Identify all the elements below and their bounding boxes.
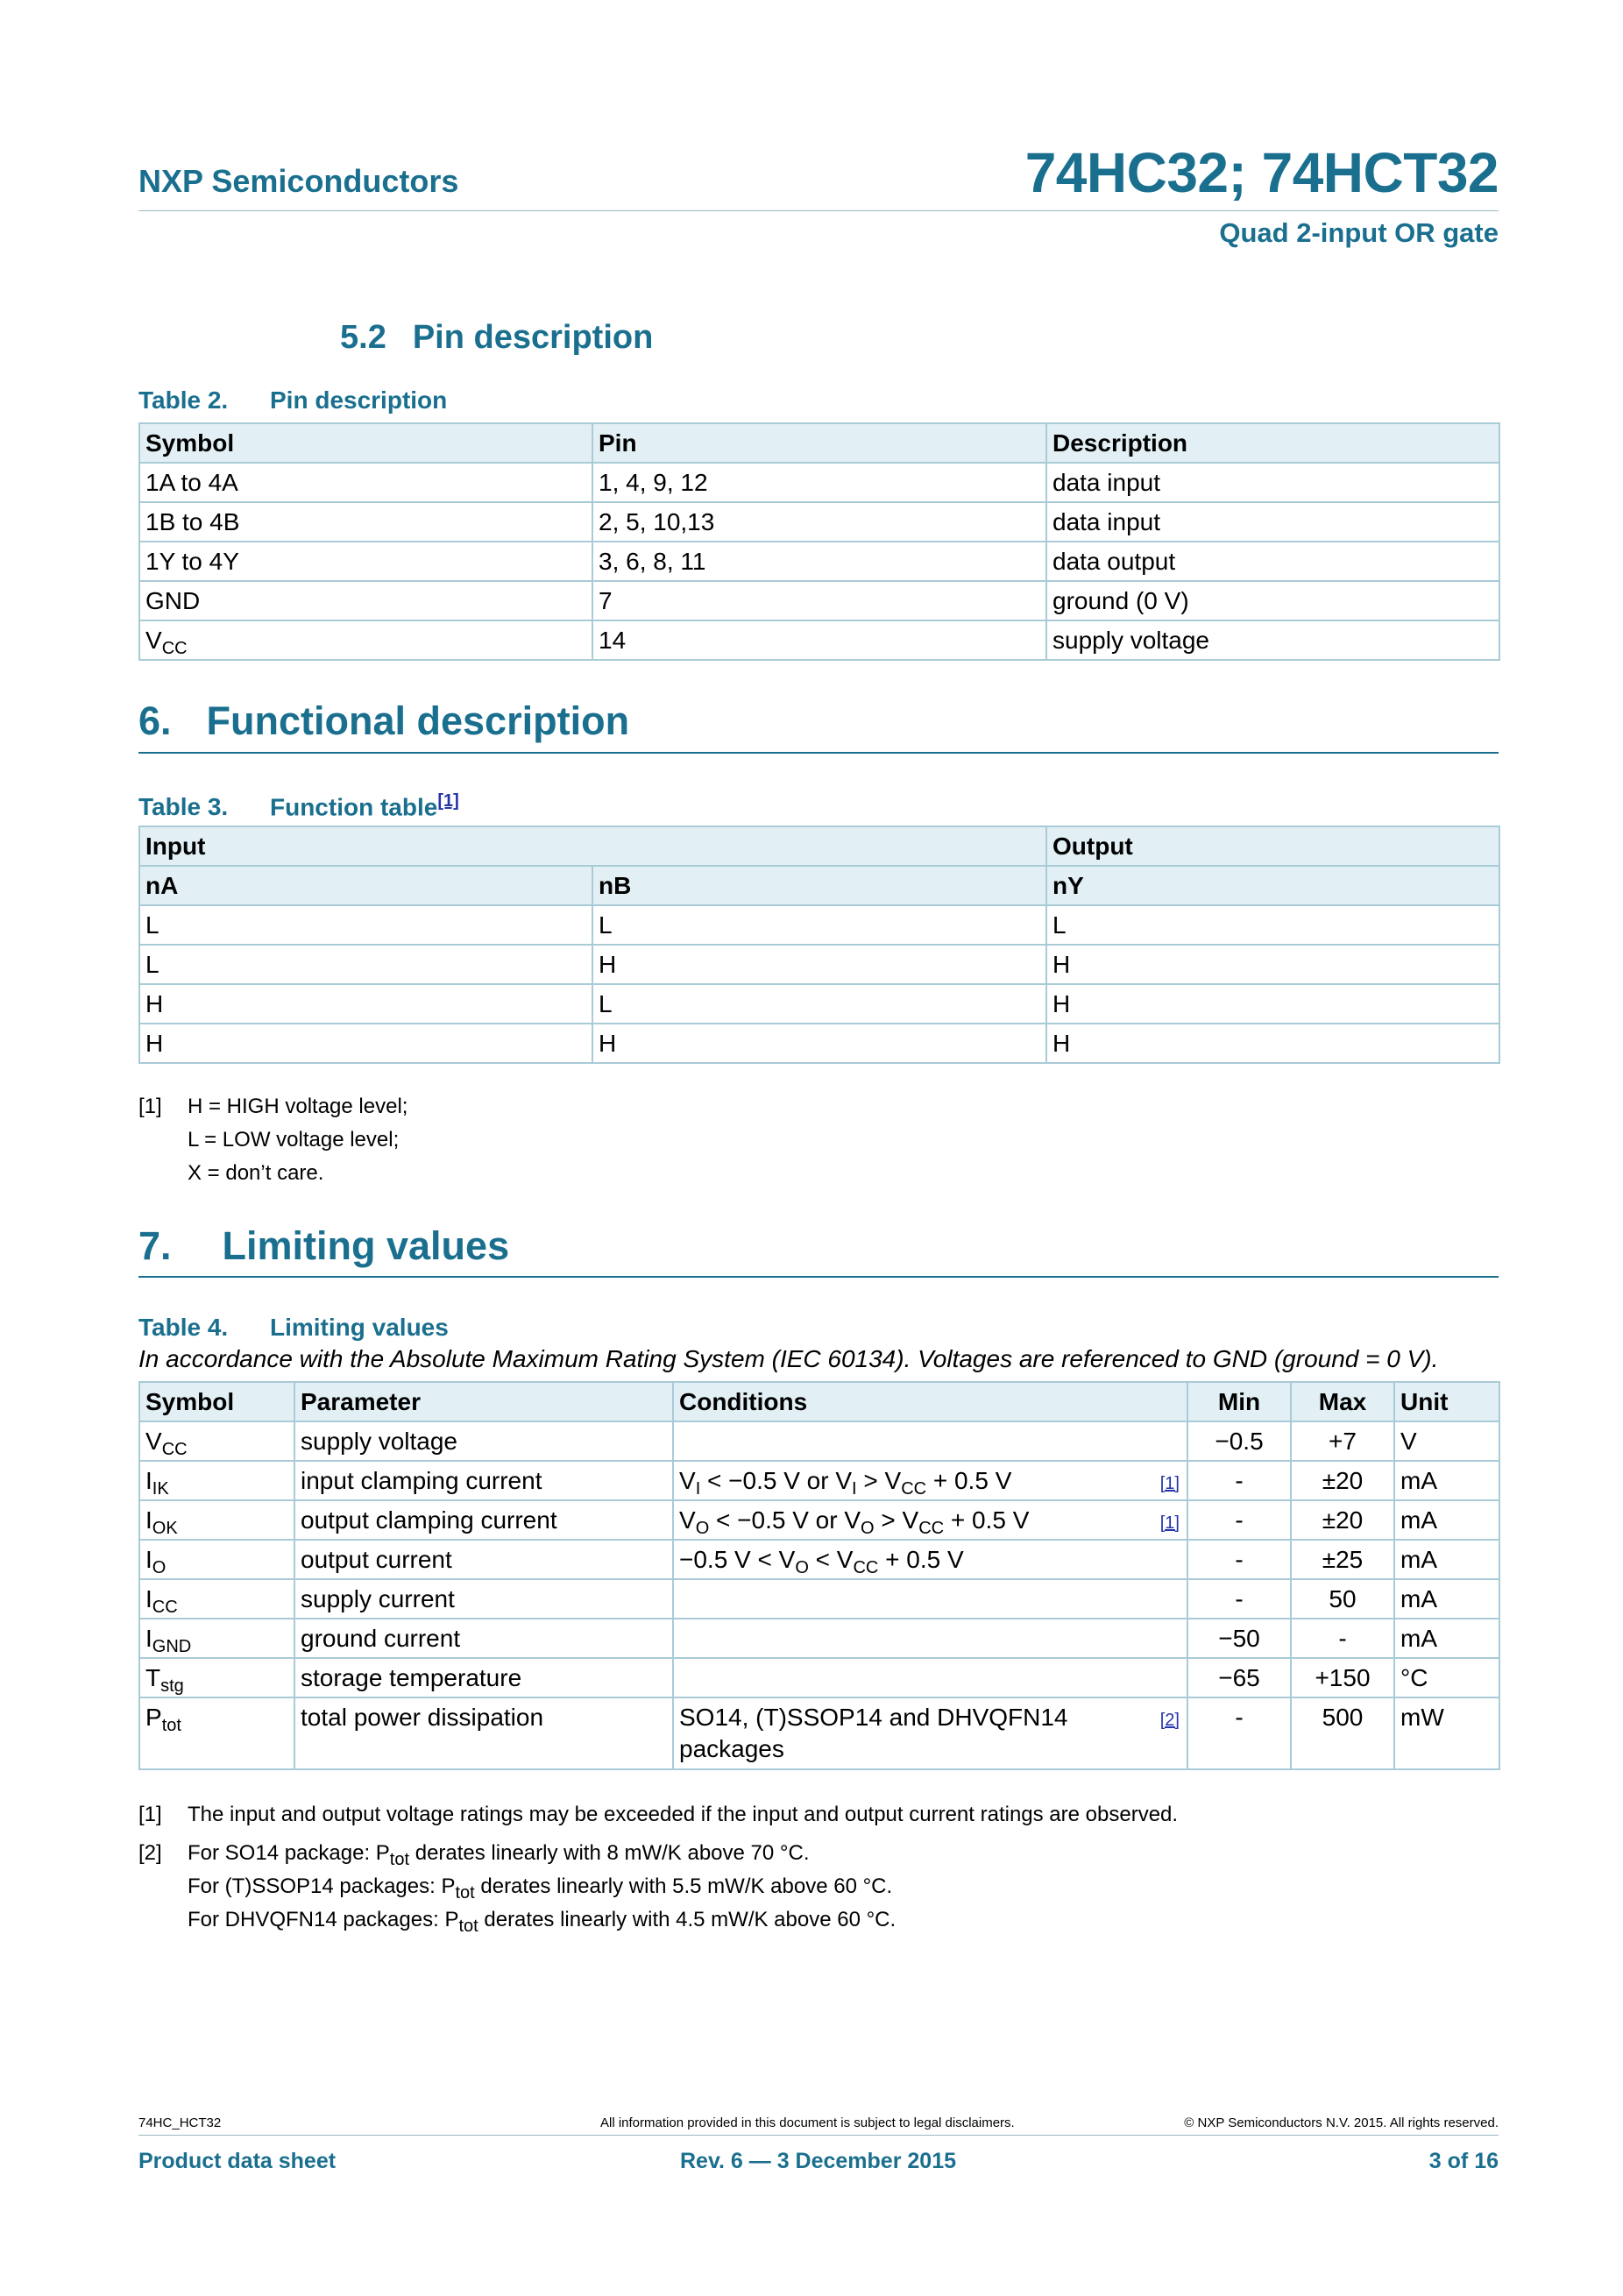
footer-copyright: © NXP Semiconductors N.V. 2015. All rights reserved. — [1184, 2115, 1499, 2130]
conditions-cell: $V_O < -0.5$ V or $V_O > V_{CC} + 0.5$ V [1] — [673, 1500, 1187, 1540]
footer-disclaimer: All information provided in this document is subject to legal disclaimers. — [600, 2115, 1015, 2130]
unit-cell: mA — [1394, 1619, 1499, 1658]
conditions-cell: −0.5 $V < V_O < V_{CC} + 0.5$ V — [673, 1540, 1187, 1579]
footnote-text: H = HIGH voltage level; — [188, 1095, 408, 1118]
conditions-cell — [673, 1658, 1187, 1697]
max-cell: 500 — [1291, 1697, 1394, 1769]
table-row — [139, 1421, 1499, 1461]
section-number: 7. — [138, 1223, 172, 1268]
table-cell: data input — [1046, 502, 1499, 542]
unit-cell: V — [1394, 1421, 1499, 1461]
table-cell: H — [1046, 945, 1499, 984]
column-header: Pin — [592, 423, 1046, 463]
table-cell: 3, 6, 8, 11 — [592, 542, 1046, 581]
footnote-link[interactable]: [2] — [1159, 1711, 1180, 1730]
parameter-cell: supply current — [294, 1579, 673, 1619]
table-caption — [138, 788, 459, 821]
table-cell: H — [139, 1024, 592, 1063]
min-cell: - — [1187, 1540, 1291, 1579]
footnote-link[interactable]: [1] — [1159, 1474, 1180, 1493]
unit-cell: mA — [1394, 1540, 1499, 1579]
parameter-cell: output clamping current — [294, 1500, 673, 1540]
footnote-line: For (T)SSOP14 packages: $P_{tot}$ derates linearly with 5.5 mW/K above 60 °C. — [188, 1874, 893, 1903]
symbol-cell: $I_{OK}$ — [139, 1500, 294, 1540]
max-cell: 50 — [1291, 1579, 1394, 1619]
max-cell: +150 — [1291, 1658, 1394, 1697]
table-cell: H — [592, 1024, 1046, 1063]
table-title: Limiting values — [270, 1314, 449, 1341]
table-row — [139, 1697, 1499, 1769]
conditions-cell — [673, 1579, 1187, 1619]
table-cell: L — [592, 984, 1046, 1024]
table-cell: L — [139, 945, 592, 984]
table-footnotes — [138, 1798, 1178, 1937]
symbol-cell: $I_{CC}$ — [139, 1579, 294, 1619]
parameter-cell: supply voltage — [294, 1421, 673, 1461]
max-cell: ±20 — [1291, 1500, 1394, 1540]
footnote-link[interactable]: [1] — [437, 791, 459, 811]
conditions-cell — [673, 1421, 1187, 1461]
footnote — [138, 1798, 1178, 1832]
column-header: Unit — [1394, 1382, 1499, 1421]
table-cell: H — [1046, 984, 1499, 1024]
table-cell: GND — [139, 581, 592, 620]
unit-cell: °C — [1394, 1658, 1499, 1697]
footer-document-id: 74HC_HCT32 — [138, 2115, 222, 2130]
table-cell: supply voltage — [1046, 620, 1499, 660]
parameter-cell: input clamping current — [294, 1461, 673, 1500]
limiting-values-table — [138, 1381, 1500, 1770]
table-row — [139, 620, 1499, 660]
table-title: Pin description — [270, 386, 448, 414]
table-cell: L — [139, 905, 592, 945]
table-label: Table 4. — [138, 1314, 229, 1341]
table-caption — [138, 1314, 449, 1342]
table-label: Table 2. — [138, 386, 229, 414]
unit-cell: mA — [1394, 1461, 1499, 1500]
table-cell: L — [592, 905, 1046, 945]
parameter-cell: storage temperature — [294, 1658, 673, 1697]
table-label: Table 3. — [138, 793, 229, 821]
table-row — [139, 502, 1499, 542]
column-header: Parameter — [294, 1382, 673, 1421]
function-table — [138, 826, 1500, 1064]
table-cell: ground (0 V) — [1046, 581, 1499, 620]
table-cell: 1Y to 4Y — [139, 542, 592, 581]
table-row — [139, 463, 1499, 502]
footnote-text: L = LOW voltage level; — [188, 1128, 400, 1152]
document-title: 74HC32; 74HCT32 — [1024, 141, 1499, 204]
table-group-header-row — [139, 826, 1499, 866]
parameter-cell: ground current — [294, 1619, 673, 1658]
table-row — [139, 1500, 1499, 1540]
unit-cell: mW — [1394, 1697, 1499, 1769]
table-row — [139, 1540, 1499, 1579]
column-header: Max — [1291, 1382, 1394, 1421]
conditions-cell: $V_I < -0.5$ V or $V_I > V_{CC} + 0.5$ V [1] — [673, 1461, 1187, 1500]
column-header: Min — [1187, 1382, 1291, 1421]
table-cell: 2, 5, 10,13 — [592, 502, 1046, 542]
column-header: Description — [1046, 423, 1499, 463]
footer-revision: Rev. 6 — 3 December 2015 — [680, 2149, 957, 2173]
unit-cell: mA — [1394, 1500, 1499, 1540]
unit-cell: mA — [1394, 1579, 1499, 1619]
column-header: Symbol — [139, 423, 592, 463]
min-cell: −65 — [1187, 1658, 1291, 1697]
column-header: Conditions — [673, 1382, 1187, 1421]
table-footnote — [138, 1090, 408, 1190]
table-cell: 1, 4, 9, 12 — [592, 463, 1046, 502]
section-divider — [138, 752, 1499, 754]
footer-document-type: Product data sheet — [138, 2149, 337, 2173]
footnote-link[interactable]: [1] — [1159, 1513, 1180, 1533]
column-header: nY — [1046, 866, 1499, 905]
table-cell: 14 — [592, 620, 1046, 660]
section-heading-functional-description — [138, 698, 629, 744]
min-cell: - — [1187, 1579, 1291, 1619]
table-cell: data input — [1046, 463, 1499, 502]
footnote-index: [1] — [138, 1095, 162, 1118]
section-number: 6. — [138, 698, 172, 743]
min-cell: - — [1187, 1697, 1291, 1769]
header-divider — [138, 210, 1499, 211]
symbol-cell: $P_{tot}$ — [139, 1697, 294, 1769]
min-cell: −0.5 — [1187, 1421, 1291, 1461]
max-cell: ±20 — [1291, 1461, 1394, 1500]
table-header-row — [139, 1382, 1499, 1421]
footnote: [2] For SO14 package: $P_{tot}$ derates linearly with 8 mW/K above 70 °C. — [138, 1837, 1178, 1870]
group-header-output: Output — [1046, 826, 1499, 866]
column-header: nA — [139, 866, 592, 905]
footnote-text: The input and output voltage ratings may be exceeded if the input and output current ratings are observed. — [188, 1803, 1179, 1826]
table-cell: H — [139, 984, 592, 1024]
table-row — [139, 1024, 1499, 1063]
max-cell: - — [1291, 1619, 1394, 1658]
table-row — [139, 984, 1499, 1024]
section-heading-limiting-values — [138, 1223, 509, 1269]
document-subtitle: Quad 2-input OR gate — [1219, 217, 1499, 248]
table-row — [139, 905, 1499, 945]
table-header-row — [139, 866, 1499, 905]
symbol-cell: $V_{CC}$ — [139, 1421, 294, 1461]
min-cell: −50 — [1187, 1619, 1291, 1658]
parameter-cell: total power dissipation — [294, 1697, 673, 1769]
table-title: Function table — [270, 793, 438, 821]
footnote-index: [1] — [138, 1803, 162, 1826]
conditions-cell — [673, 1619, 1187, 1658]
table-caption — [138, 386, 447, 415]
group-header-input: Input — [139, 826, 1046, 866]
column-header: nB — [592, 866, 1046, 905]
footnote-index: [2] — [138, 1841, 162, 1865]
symbol-cell: $I_{GND}$ — [139, 1619, 294, 1658]
footnote-text: X = don’t care. — [188, 1161, 324, 1185]
min-cell: - — [1187, 1500, 1291, 1540]
table-row — [139, 542, 1499, 581]
pin-description-table — [138, 422, 1500, 661]
table-row — [139, 1658, 1499, 1697]
footer-page-number: 3 of 16 — [1428, 2149, 1499, 2173]
max-cell: ±25 — [1291, 1540, 1394, 1579]
table-row — [139, 581, 1499, 620]
section-divider — [138, 1276, 1499, 1278]
min-cell: - — [1187, 1461, 1291, 1500]
parameter-cell: output current — [294, 1540, 673, 1579]
company-name: NXP Semiconductors — [138, 163, 459, 199]
section-number: 5.2 — [340, 319, 386, 356]
table-cell: data output — [1046, 542, 1499, 581]
table-cell: H — [1046, 1024, 1499, 1063]
table-cell: 7 — [592, 581, 1046, 620]
table-row — [139, 1619, 1499, 1658]
conditions-text: SO14, (T)SSOP14 and DHVQFN14 packages — [679, 1704, 1068, 1762]
table-cell: H — [592, 945, 1046, 984]
table-row — [139, 945, 1499, 984]
section-title: Functional description — [206, 698, 630, 743]
table-row — [139, 1579, 1499, 1619]
section-heading-pin-description — [340, 319, 653, 357]
column-header: Symbol — [139, 1382, 294, 1421]
conditions-cell — [673, 1697, 1187, 1769]
table-cell: $V_{CC}$ — [139, 620, 592, 660]
footer-divider — [138, 2135, 1499, 2136]
table-cell: 1A to 4A — [139, 463, 592, 502]
symbol-cell: $I_{IK}$ — [139, 1461, 294, 1500]
table-cell: 1B to 4B — [139, 502, 592, 542]
section-title: Pin description — [412, 319, 654, 356]
footnote-line: For DHVQFN14 packages: $P_{tot}$ derates linearly with 4.5 mW/K above 60 °C. — [188, 1908, 897, 1936]
max-cell: +7 — [1291, 1421, 1394, 1461]
symbol-cell: $T_{stg}$ — [139, 1658, 294, 1697]
table-description: In accordance with the Absolute Maximum Rating System (IEC 60134). Voltages are referenced to GND (ground = 0 V). — [138, 1345, 1439, 1372]
section-title: Limiting values — [222, 1223, 510, 1268]
table-header-row — [139, 423, 1499, 463]
table-row — [139, 1461, 1499, 1500]
symbol-cell: $I_O$ — [139, 1540, 294, 1579]
table-cell: L — [1046, 905, 1499, 945]
